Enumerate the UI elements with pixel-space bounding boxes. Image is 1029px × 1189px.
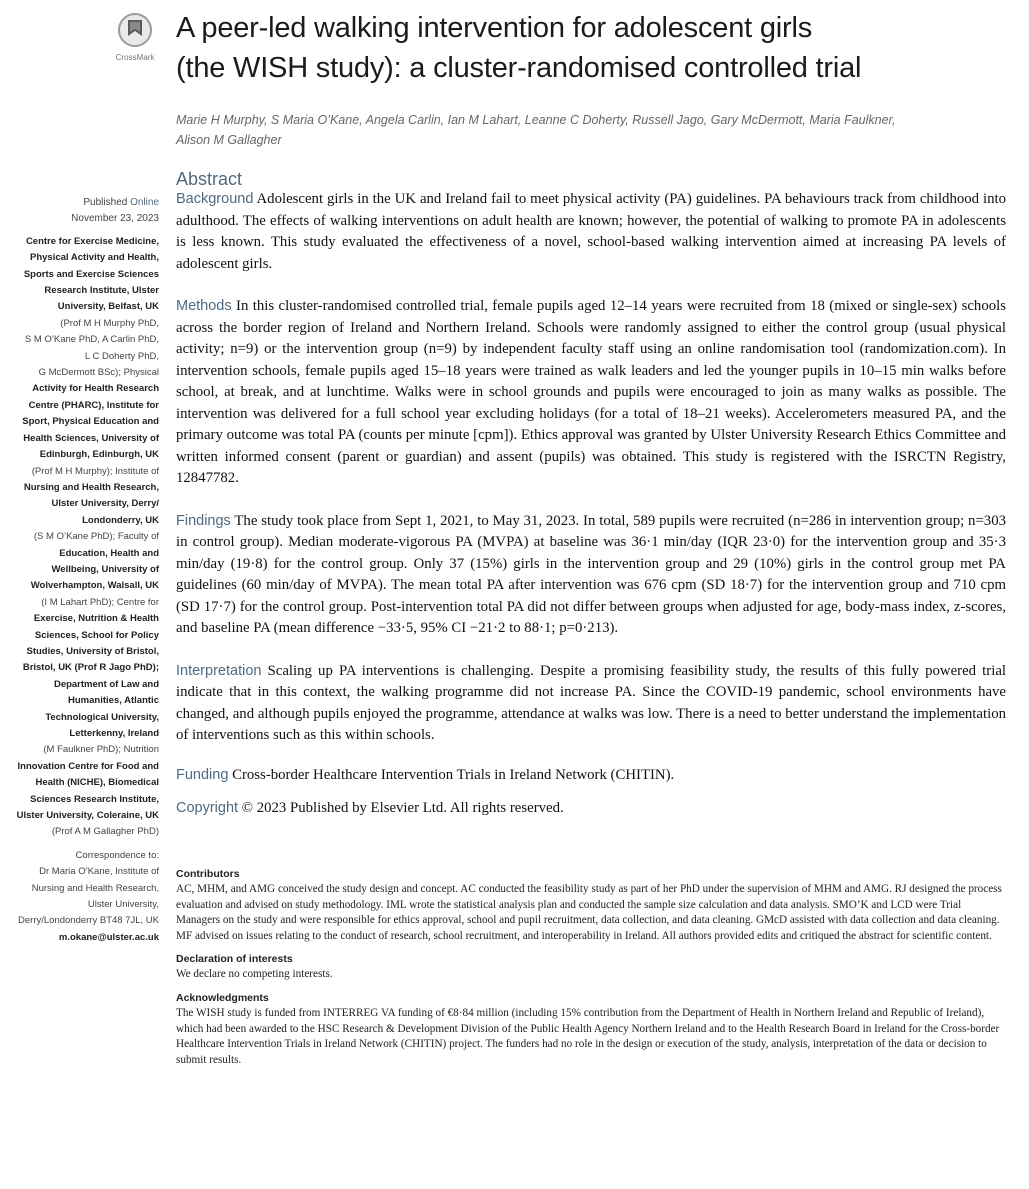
affiliation-line: Ulster University, Derry/	[51, 498, 159, 510]
findings-label: Findings	[176, 512, 231, 529]
title-line: A peer-led walking intervention for adolescent girls	[176, 12, 813, 44]
affiliation-line: (Prof M H Murphy); Institute of	[31, 465, 159, 477]
abstract-body	[176, 189, 1006, 820]
acknowledgments-heading: Acknowledgments	[176, 991, 269, 1004]
correspondence-line: m.okane@ulster.ac.uk	[58, 931, 159, 943]
affiliation-line: Sciences, School for Policy	[34, 629, 159, 641]
crossmark-badge[interactable]	[110, 12, 160, 62]
published-prefix: Published	[83, 197, 131, 208]
interpretation-text: Scaling up PA interventions is challenging. Despite a promising feasibility study, the results of this fully powered trial indicate that in this context, the walking programme did not increase PA. Since the COVID-19 pandemic, school environments have changed, and although pupils enjoyed the programme, attendance at walks was low. There is a need to better understand the implementation of interventions such as this within schools.	[176, 662, 1006, 743]
affiliation-line: Humanities, Atlantic	[68, 695, 159, 707]
affiliation-line: L C Doherty PhD,	[84, 350, 159, 362]
correspondence-line: Dr Maria O’Kane, Institute of	[39, 866, 159, 878]
abstract-heading: Abstract	[176, 169, 243, 189]
affiliation-line: Wellbeing, University of	[51, 563, 159, 575]
declaration-text: We declare no competing interests.	[176, 968, 333, 981]
correspondence-line: Ulster University,	[87, 899, 159, 911]
affiliation-line: Exercise, Nutrition & Health	[33, 613, 159, 625]
affiliation-line: Studies, University of Bristol,	[26, 645, 159, 657]
copyright-text: © 2023 Published by Elsevier Ltd. All rights reserved.	[238, 800, 564, 816]
affiliation-line: University, Belfast, UK	[57, 301, 159, 313]
methods-label: Methods	[176, 298, 232, 314]
crossmark-label: CrossMark	[115, 53, 155, 62]
affiliation-line: G McDermott BSc); Physical	[38, 367, 159, 379]
title-line: (the WISH study): a cluster-randomised controlled trial	[176, 52, 862, 84]
copyright-label: Copyright	[176, 800, 239, 816]
affiliation-line: Department of Law and	[53, 678, 159, 690]
funding-section	[176, 765, 1006, 787]
affiliation-line: Letterkenny, Ireland	[69, 728, 159, 739]
affiliation-line: (Prof M H Murphy PhD,	[60, 317, 159, 329]
affiliation-line: Physical Activity and Health,	[30, 252, 159, 264]
interpretation-label: Interpretation	[176, 662, 262, 679]
author-list	[176, 110, 1006, 150]
copyright-section	[176, 798, 1006, 820]
background-label: Background	[176, 191, 254, 207]
crossmark-icon	[117, 12, 153, 52]
affiliation-line: S M O’Kane PhD, A Carlin PhD,	[24, 334, 159, 346]
funding-label: Funding	[176, 766, 229, 783]
affiliation-line: Innovation Centre for Food and	[17, 760, 159, 772]
methods-text: In this cluster-randomised controlled trial, female pupils aged 12–14 years were recruited from 18 (mixed or single-sex) schools across the border region of Ireland and Northern Ireland. Schools were randomly assigned to either the control group (usual physical activity; n=9) or the intervention group (n=9) by independent faculty staff using an online randomisation tool (randomization.com). In intervention schools, female pupils aged 15–18 years were trained as walk leaders and led the younger pupils in 10–15 min walks before school, at break, and at lunchtime. Walks were in school grounds and pupils were encouraged to join as many walks as possible. The intervention was delivered for a full school year excluding holidays (for a total of 18–21 weeks). Accelerometers measured PA, and the primary outcome was total PA (counts per minute [cpm]). Ethics approval was granted by Ulster University Research Ethics Committee and written informed consent (parent or guardian) and assent (pupils) was obtained. This study is registered with the ISRCTN Registry, 12847782.	[176, 298, 1006, 486]
findings-text: The study took place from Sept 1, 2021, to May 31, 2023. In total, 589 pupils were recruited (n=286 in intervention group; n=303 in control group). Median moderate-vigorous PA (MVPA) at baseline was 36·1 min/day (IQR 23·0) for the intervention group and 35·3 min/day (19·8) for the control group. Only 37 (15%) girls in the intervention group and 29 (10%) girls in the control group met PA guidelines (60 min/day of MVPA). The mean total PA after intervention was 676 cpm (SD 18·7) for the intervention group and 710 cpm (SD 17·7) for the control group. Post-intervention total PA did not differ between groups when adjusted for age, body-mass index, z-scores, and baseline PA (mean difference −33·5, 95% CI −21·2 to 88·1; p=0·213).	[176, 512, 1006, 636]
acknowledgments-text: The WISH study is funded from INTERREG VA funding of €8·84 million (including 15% contribution from the Department of Health in Northern Ireland and Republic of Ireland), which had been awarded to the HSC Research & Development Division of the Public Health Agency Northern Ireland and to the Health Research Board in Ireland for the Cross-border Healthcare Intervention Trials in Ireland Network (CHITIN) project. The funders had no role in the design or execution of the study, analysis, interpretation of the data or decision to submit results.	[176, 1006, 1000, 1066]
affiliation-line: Bristol, UK (Prof R Jago PhD);	[22, 662, 159, 674]
affiliation-line: Centre (PHARC), Institute for	[28, 399, 159, 411]
interpretation-section	[176, 661, 1006, 747]
affiliation-line: Sports and Exercise Sciences	[23, 268, 159, 280]
affiliations	[0, 234, 159, 841]
author-line: Marie H Murphy, S Maria O’Kane, Angela Carlin, Ian M Lahart, Leanne C Doherty, Russell Jago, Gary McDermott, Maria Faulkner,	[176, 113, 896, 127]
affiliation-line: Ulster University, Coleraine, UK	[16, 810, 159, 822]
affiliation-line: Nursing and Health Research,	[23, 481, 159, 493]
affiliation-line: Centre for Exercise Medicine,	[25, 235, 159, 247]
correspondence-line: Derry/Londonderry BT48 7JL, UK	[18, 915, 159, 927]
affiliation-line: Education, Health and	[59, 547, 159, 559]
affiliation-line: Research Institute, Ulster	[44, 285, 159, 297]
affiliation-line: (M Faulkner PhD); Nutrition	[43, 744, 159, 756]
article-title	[176, 8, 1006, 88]
sidebar-notes	[0, 195, 159, 946]
contributors-text: AC, MHM, and AMG conceived the study design and concept. AC conducted the feasibility study as part of her PhD under the supervision of MHM and AMG. RJ designed the process evaluation and advised on study methodology. IML wrote the statistical analysis plan and conducted the sample size calculation and data analysis. SMO’K and LCD were Trial Managers on the study and were responsible for ethics approval, school and pupil recruitment, data collection, and data cleaning. GMcD assisted with data collection and data cleaning. MF advised on issues relating to the conduct of research, school recruitment, and interoperability in Ireland. All authors provided edits and critiqued the abstract for scientific content.	[176, 883, 1002, 942]
correspondence	[0, 848, 159, 946]
affiliation-line: Sport, Physical Education and	[22, 416, 159, 428]
affiliation-line: (S M O’Kane PhD); Faculty of	[33, 531, 159, 543]
author-line: Alison M Gallagher	[176, 133, 282, 147]
article-notes	[176, 866, 1006, 1068]
affiliation-line: Edinburgh, Edinburgh, UK	[39, 449, 159, 461]
affiliation-line: (I M Lahart PhD); Centre for	[41, 596, 159, 608]
published-online-line	[0, 195, 159, 211]
affiliation-line: Health Sciences, University of	[23, 432, 159, 444]
affiliation-line: Sciences Research Institute,	[30, 793, 159, 805]
funding-text: Cross-border Healthcare Intervention Trials in Ireland Network (CHITIN).	[228, 766, 675, 783]
methods-section	[176, 296, 1006, 490]
contributors-heading: Contributors	[176, 868, 240, 880]
affiliation-line: Activity for Health Research	[32, 383, 159, 395]
background-text: Adolescent girls in the UK and Ireland fail to meet physical activity (PA) guidelines. PA behaviours track from childhood into adulthood. The effects of walking interventions on adult health are known; however, the potential of walking to promote PA in adolescents is less known. This study evaluated the effectiveness of a novel, school-based walking intervention aimed at increasing PA levels of adolescent girls.	[176, 191, 1006, 272]
correspondence-line: Nursing and Health Research,	[31, 882, 159, 894]
declaration-heading: Declaration of interests	[176, 953, 293, 966]
affiliation-line: Health (NICHE), Biomedical	[35, 777, 159, 789]
affiliation-line: Londonderry, UK	[82, 514, 159, 526]
background-section	[176, 189, 1006, 275]
published-online-label: Online	[130, 197, 159, 208]
findings-section	[176, 511, 1006, 640]
affiliation-line: Technological University,	[45, 711, 159, 723]
correspondence-line: Correspondence to:	[75, 849, 159, 861]
affiliation-line: Wolverhampton, Walsall, UK	[30, 580, 159, 592]
published-date: November 23, 2023	[71, 213, 159, 225]
affiliation-line: (Prof A M Gallagher PhD)	[51, 826, 159, 838]
